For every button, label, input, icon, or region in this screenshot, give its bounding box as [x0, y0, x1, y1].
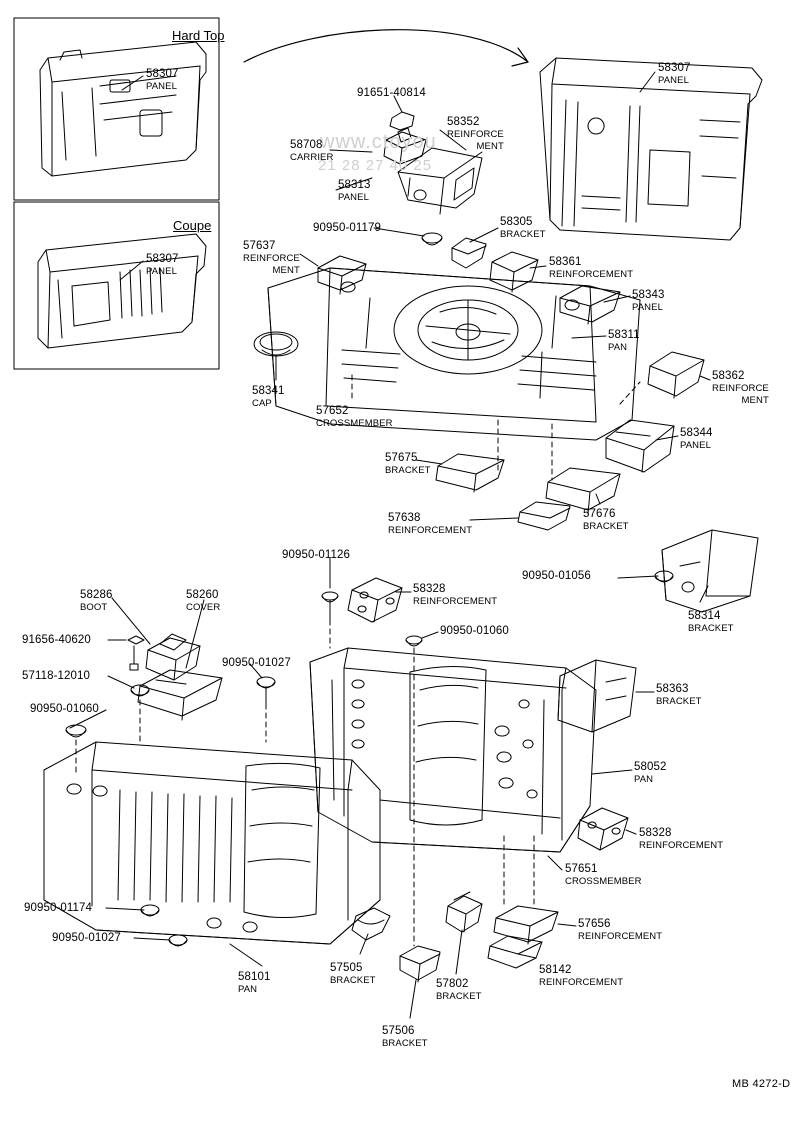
- label-58313: [338, 179, 370, 204]
- part-description: BRACKET: [330, 974, 376, 986]
- art-58307-hardtop: [40, 42, 206, 176]
- part-number: 57651: [565, 863, 598, 875]
- part-number: 57675: [385, 452, 418, 464]
- part-number: 58307: [146, 68, 179, 80]
- label-57802: [436, 978, 482, 1003]
- label-58307-right: [658, 62, 690, 87]
- part-number: 58286: [80, 589, 113, 601]
- part-number: 58313: [338, 179, 371, 191]
- leader-58362: [700, 376, 710, 380]
- part-number: 90950-01056: [522, 570, 591, 582]
- art-90950-01060-b: [66, 725, 86, 737]
- art-58101-pan: [44, 742, 380, 944]
- label-90950-01027-b: [52, 932, 121, 945]
- part-description: BRACKET: [656, 695, 702, 707]
- art-90950-01027-b: [169, 935, 187, 946]
- part-description: PAN: [608, 341, 628, 353]
- part-number: 57656: [578, 918, 611, 930]
- part-description: CROSSMEMBER: [565, 875, 642, 887]
- label-58341: [252, 385, 284, 410]
- part-number: 57802: [436, 978, 469, 990]
- label-58142: [539, 964, 623, 989]
- part-description: BRACKET: [436, 990, 482, 1002]
- part-description: REINFORCEMENT: [578, 930, 663, 942]
- part-description: PANEL: [632, 301, 663, 313]
- part-description: REINFORCE: [712, 382, 769, 394]
- label-57506: [382, 1025, 428, 1050]
- part-number: 57118-12010: [22, 670, 91, 682]
- part-description: BRACKET: [385, 464, 431, 476]
- part-description: COVER: [186, 601, 221, 613]
- label-57675: [385, 452, 431, 477]
- part-number: 58352: [447, 116, 480, 128]
- part-description: REINFORCEMENT: [539, 976, 624, 988]
- label-57656: [578, 918, 662, 943]
- part-number: 58305: [500, 216, 533, 228]
- label-58352: [447, 116, 504, 154]
- leader-57118: [108, 676, 134, 688]
- part-description: CARRIER: [290, 151, 334, 163]
- leader-90950-01060a: [422, 632, 438, 638]
- part-number: 58328: [639, 827, 672, 839]
- part-number: 58314: [688, 610, 721, 622]
- part-description: PANEL: [146, 265, 177, 277]
- label-57118-12010: [22, 670, 90, 683]
- part-number: 57506: [382, 1025, 415, 1037]
- part-description: PAN: [634, 773, 654, 785]
- label-90950-01179: [313, 222, 381, 235]
- part-description: REINFORCEMENT: [639, 839, 724, 851]
- part-description: BRACKET: [500, 228, 546, 240]
- leader-58305: [470, 228, 498, 242]
- part-number: 57638: [388, 512, 421, 524]
- leader-90950-01179: [374, 228, 424, 236]
- part-description: MENT: [476, 141, 504, 152]
- label-91656-40620: [22, 634, 91, 647]
- label-58361: [549, 256, 633, 281]
- part-description: REINFORCEMENT: [413, 595, 498, 607]
- part-number: 58101: [238, 971, 271, 983]
- part-description: REINFORCEMENT: [388, 524, 473, 536]
- label-90950-01056: [522, 570, 591, 583]
- part-number: 90950-01027: [222, 657, 291, 669]
- part-description: PANEL: [338, 191, 369, 203]
- part-number: 58307: [146, 253, 179, 265]
- leader-58052: [592, 770, 632, 774]
- art-57505-bracket: [352, 908, 390, 940]
- label-90950-01126: [282, 549, 350, 562]
- part-description: CAP: [252, 397, 272, 409]
- sheet-code: MB 4272-D: [732, 1078, 791, 1090]
- label-58101: [238, 971, 270, 996]
- art-90950-01027-a: [257, 677, 275, 704]
- part-description: BOOT: [80, 601, 108, 613]
- leader-57802: [456, 930, 462, 974]
- label-58286: [80, 589, 112, 614]
- label-58052: [634, 761, 666, 786]
- label-57505: [330, 962, 376, 987]
- part-description: CROSSMEMBER: [316, 417, 393, 429]
- art-90950-01174: [141, 905, 159, 916]
- label-90950-01060-b: [30, 703, 99, 716]
- leader-57638: [470, 518, 518, 520]
- part-number: 91656-40620: [22, 634, 91, 646]
- part-number: 58341: [252, 385, 285, 397]
- part-description: BRACKET: [382, 1037, 428, 1049]
- art-91656-40620: [128, 636, 144, 670]
- art-57675: [436, 454, 504, 492]
- art-58260-cover: [138, 670, 222, 720]
- leader-58101: [230, 944, 262, 966]
- art-90950-01179: [422, 233, 442, 245]
- art-57638: [518, 502, 570, 530]
- part-description: REINFORCE: [447, 128, 504, 140]
- part-description: BRACKET: [583, 520, 629, 532]
- part-number: 58361: [549, 256, 582, 268]
- part-number: 57637: [243, 240, 276, 252]
- label-58363: [656, 683, 702, 708]
- part-number: 58343: [632, 289, 665, 301]
- label-58307-hardtop: [146, 68, 178, 93]
- label-58314: [688, 610, 734, 635]
- part-description: BRACKET: [688, 622, 734, 634]
- art-57802-bracket: [446, 892, 482, 932]
- label-58708: [290, 139, 333, 164]
- part-number: 58142: [539, 964, 572, 976]
- part-number: 58344: [680, 427, 713, 439]
- label-57651: [565, 863, 642, 888]
- part-number: 90950-01060: [30, 703, 99, 715]
- label-58307-coupe: [146, 253, 178, 278]
- art-58314: [662, 530, 758, 612]
- leader-57506: [410, 980, 416, 1018]
- part-number: 57676: [583, 508, 616, 520]
- leader-57676: [596, 494, 600, 504]
- leader-58314: [700, 586, 708, 602]
- label-91651-40814: [357, 87, 426, 100]
- inset-box-hardtop: [14, 18, 219, 200]
- label-58328-top: [413, 583, 497, 608]
- leader-58328-bot: [626, 830, 636, 834]
- leader-58311: [572, 336, 606, 338]
- part-number: 58260: [186, 589, 219, 601]
- inset-title-hardtop: Hard Top: [172, 28, 225, 43]
- leader-58142: [518, 954, 536, 958]
- art-58328-bot: [578, 808, 628, 850]
- art-58328-top: [348, 578, 402, 622]
- art-58142: [488, 936, 542, 968]
- label-58362: [712, 370, 769, 408]
- leader-57651: [548, 856, 562, 870]
- part-number: 58052: [634, 761, 667, 773]
- leader-90950-01027b: [134, 938, 170, 940]
- part-number: 90950-01174: [24, 902, 93, 914]
- label-57652: [316, 405, 393, 430]
- leader-57637: [300, 254, 318, 266]
- part-description: PAN: [238, 983, 258, 995]
- label-58305: [500, 216, 546, 241]
- watermark-line1: www.ctoyou: [320, 131, 437, 153]
- part-number: 58363: [656, 683, 689, 695]
- label-58311: [608, 329, 640, 354]
- label-57637: [243, 240, 300, 278]
- label-90950-01027-a: [222, 657, 291, 670]
- art-57506-bracket: [400, 946, 440, 982]
- part-number: 90950-01126: [282, 549, 351, 561]
- part-number: 91651-40814: [357, 87, 426, 99]
- part-description: MENT: [741, 395, 769, 406]
- art-90950-01060-a: [406, 636, 422, 646]
- part-description: PANEL: [658, 74, 689, 86]
- part-description: REINFORCEMENT: [549, 268, 634, 280]
- art-58362: [648, 352, 704, 398]
- part-number: 57505: [330, 962, 363, 974]
- label-58344: [680, 427, 712, 452]
- part-number: 58328: [413, 583, 446, 595]
- watermark-line2: 21 28 27 40 25: [318, 157, 433, 174]
- art-90950-01126: [322, 592, 338, 620]
- art-58344: [606, 420, 674, 472]
- label-57676: [583, 508, 629, 533]
- part-number: 90950-01060: [440, 625, 509, 637]
- part-number: 90950-01027: [52, 932, 121, 944]
- part-description: REINFORCE: [243, 252, 300, 264]
- label-57638: [388, 512, 472, 537]
- art-57637: [318, 256, 366, 294]
- part-number: 90950-01179: [313, 222, 382, 234]
- art-58341-cap: [254, 332, 298, 356]
- label-90950-01060-a: [440, 625, 509, 638]
- leader-57656: [558, 924, 576, 926]
- label-90950-01174: [24, 902, 92, 915]
- part-number: 57652: [316, 405, 349, 417]
- part-description: PANEL: [680, 439, 711, 451]
- part-number: 58307: [658, 62, 691, 74]
- part-number: 58311: [608, 329, 640, 341]
- label-58328-bot: [639, 827, 723, 852]
- part-description: MENT: [272, 265, 300, 276]
- leader-90950-01056: [618, 576, 658, 578]
- art-58307-right: [540, 58, 762, 240]
- art-58307-coupe: [38, 234, 206, 348]
- part-number: 58362: [712, 370, 745, 382]
- art-58052-pan: [310, 648, 596, 852]
- part-number: 58708: [290, 139, 323, 151]
- label-58260: [186, 589, 220, 614]
- leader-58361: [530, 266, 546, 268]
- leader-90950-01174: [106, 908, 144, 910]
- art-58305-bracket: [452, 238, 486, 268]
- part-description: PANEL: [146, 80, 177, 92]
- inset-title-coupe: Coupe: [173, 218, 212, 233]
- leader-58286: [112, 598, 150, 644]
- label-58343: [632, 289, 664, 314]
- art-58361: [490, 252, 538, 292]
